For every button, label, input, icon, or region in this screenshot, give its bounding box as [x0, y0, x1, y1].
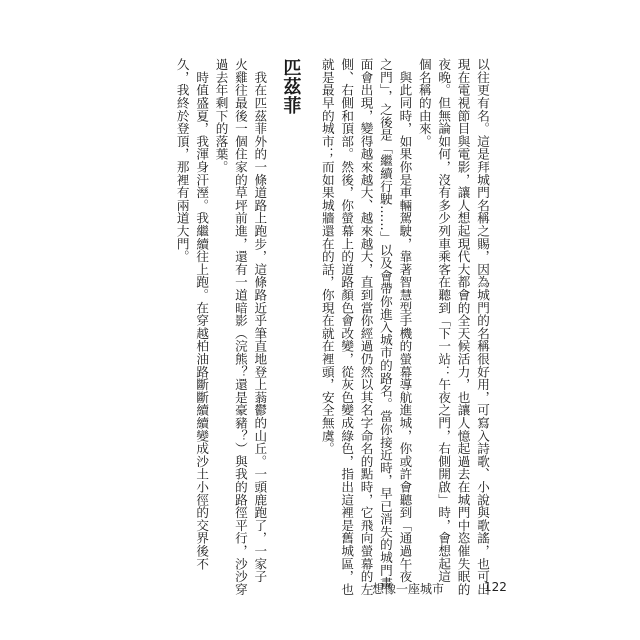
text-column: 以往更有名。這是拜城門名稱之賜，因為城門的名稱很好用，可寫入詩歌、小說與歌謠，也可出: [475, 58, 490, 596]
text-column: 與此同時，如果你是車輛駕駛，靠著智慧型手機的螢幕導航進城，你或許會聽到「通過午夜: [397, 58, 413, 583]
text-column: 夜晚。但無論如何，沒有多少列車乘客在聽到「下一站：午夜之門，右側開啟」時，會想起這: [436, 58, 452, 583]
running-title: 想像一座城市: [372, 582, 445, 596]
text-column: 我在匹茲菲外的一條道路上跑步，這條路近乎筆直地登上蓊鬱的山丘。一頭鹿跑了，一家子: [252, 58, 268, 583]
text-column: 過去年剩下的落葉。: [213, 58, 229, 174]
text-column: 之門」，之後是「繼續行駛……」以及會帶你進入城市的路名。當你接近時，早已消失的城門畫: [377, 58, 393, 590]
text-column: 時值盛夏，我渾身汗溼。我繼續往上跑。在穿越柏油路斷斷續續變成沙土小徑的交界後不: [194, 58, 210, 570]
text-column: 現在電視節目與電影，讓人想起現代大都會的全天候活力，也讓人憶起過去在城門中恣催失眠的: [455, 58, 471, 596]
page-number: 122: [484, 580, 507, 594]
text-column: 個名稱的由來。: [416, 58, 432, 148]
section-heading: 匹茲菲: [280, 58, 302, 115]
text-column: 火雞往最後一個住家的草坪前進，還有一道暗影（浣熊？還是豪豬？）與我的路徑平行，沙沙穿: [232, 58, 248, 596]
text-column: 就是最早的城市；而如果城牆還在的話，你現在就在裡頭，安全無虞。: [319, 58, 335, 455]
text-column: 久，我終於登頂，那裡有兩道大門。: [174, 58, 190, 263]
text-column: 面會出現，變得越來越大、越來越大，直到當你經過仍然以其名字命名的點時，它飛向螢幕的左: [358, 58, 374, 596]
page-footer: [0, 580, 640, 600]
text-column: 側、右側和頂部。然後，你螢幕上的道路顏色會改變，從灰色變成綠色，指出這裡是舊城區，也: [339, 58, 355, 596]
